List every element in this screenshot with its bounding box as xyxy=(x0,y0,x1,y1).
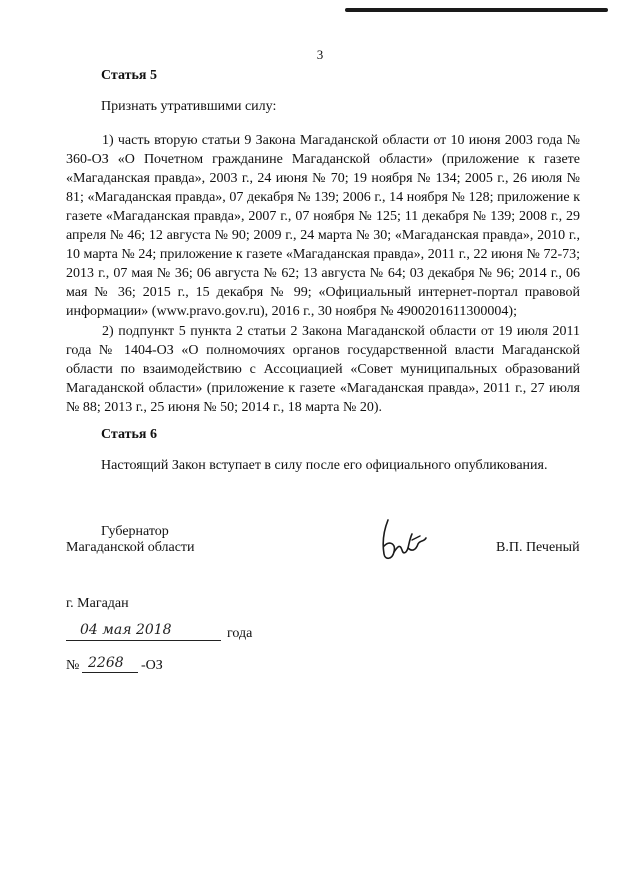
number-prefix: № xyxy=(66,658,80,673)
article-6-heading: Статья 6 xyxy=(101,427,157,442)
signatory-title-line-1: Губернатор xyxy=(101,524,169,539)
signatory-name: В.П. Печеный xyxy=(496,540,580,555)
article-5-item-2: 2) подпункт 5 пункта 2 статьи 2 Закона Магаданской области от 19 июля 2011 года № 1404-ОЗ «О полномочиях органов государственной власти Магаданской области по взаимодействию с Ассоциацией «Совет муниципальных образований Магаданской области» (приложение к газете «Магаданская правда», 2011 г., 27 июля № 88; 2013 г., 25 июня № 50; 2014 г., 18 марта № 20). xyxy=(66,324,580,415)
number-suffix: -ОЗ xyxy=(141,658,163,673)
article-5-heading: Статья 5 xyxy=(101,68,157,83)
handwritten-law-number: 2268 xyxy=(88,655,124,671)
article-5-item-1: 1) часть вторую статьи 9 Закона Магаданской области от 10 июня 2003 года № 360-ОЗ «О Почетном гражданине Магаданской области» (приложение к газете «Магаданская правда», 2003 г., 24 июня № 70; 19 ноября № 134; 2005 г., 26 июля № 81; «Магаданская правда», 07 декабря № 139; 2006 г., 14 ноября № 128; приложение к газете «Магаданская правда», 2007 г., 07 ноября № 125; 11 декабря № 139; 2008 г., 29 апреля № 46; 12 августа № 90; 2009 г., 24 марта № 30; «Магаданская правда», 2010 г., 10 марта № 24; приложение к газете «Магаданская правда», 2011 г., 22 июня № 72-73; 2013 г., 07 мая № 36; 06 августа № 62; 13 августа № 64; 03 декабря № 96; 2014 г., 06 мая № 36; 2015 г., 15 декабря № 99; «Официальный интернет-портал правовой информации» (www.pravo.gov.ru), 2016 г., 30 ноября № 4900201611300004); xyxy=(66,133,580,319)
page-number: 3 xyxy=(316,47,324,62)
article-6-text: Настоящий Закон вступает в силу после его официального опубликования. xyxy=(101,458,548,473)
signatory-title-line-2: Магаданской области xyxy=(66,540,195,555)
city-label: г. Магадан xyxy=(66,596,129,611)
handwritten-signature xyxy=(372,516,434,564)
date-underline xyxy=(66,640,221,641)
article-5-intro: Признать утратившими силу: xyxy=(101,99,277,114)
top-rule xyxy=(345,8,608,12)
number-underline xyxy=(82,672,138,673)
handwritten-date: 04 мая 2018 xyxy=(80,622,172,638)
year-suffix: года xyxy=(227,626,253,641)
